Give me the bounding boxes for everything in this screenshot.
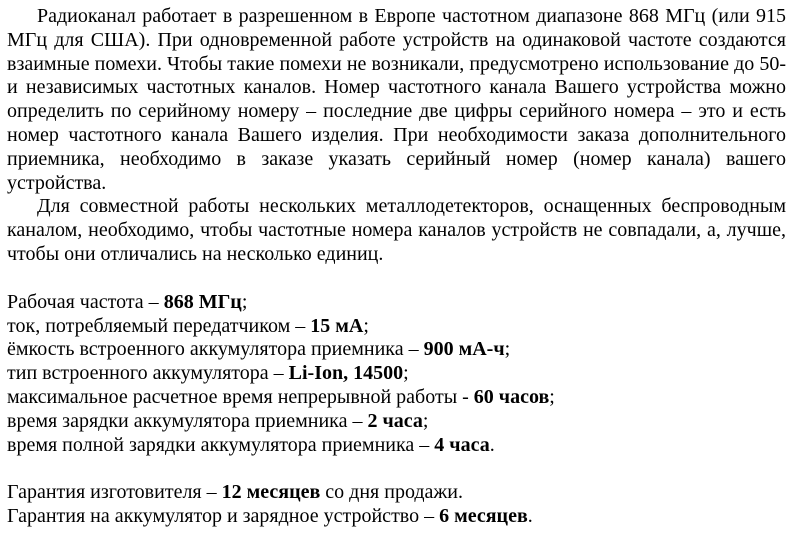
warranty-section xyxy=(7,481,786,529)
warranty-value: 12 месяцев xyxy=(221,481,321,504)
spec-label: ёмкость встроенного аккумулятора приемника – xyxy=(7,338,424,361)
spec-suffix: ; xyxy=(363,314,369,337)
spec-label: максимальное расчетное время непрерывной работы - xyxy=(7,385,474,408)
spec-line-battery-type xyxy=(7,362,786,386)
warranty-label: Гарантия на аккумулятор и зарядное устройство – xyxy=(7,505,440,528)
spec-suffix: ; xyxy=(241,290,248,313)
warranty-line-manufacturer xyxy=(7,481,786,505)
spec-label: Рабочая частота – xyxy=(7,290,164,313)
spec-line-max-runtime xyxy=(7,386,786,410)
spec-value: Li-Ion, 14500 xyxy=(288,362,404,385)
spec-line-frequency xyxy=(7,291,786,315)
spec-value: 15 мА xyxy=(310,314,364,337)
spec-label: время зарядки аккумулятора приемника – xyxy=(7,409,368,432)
spec-suffix: . xyxy=(489,433,495,456)
paragraph-joint-operation: Для совместной работы нескольких металлодетекторов, оснащенных беспроводным каналом, необходимо, чтобы частотные номера каналов устройств не совпадали, а, лучше, чтобы они отличались на несколько единиц. xyxy=(7,195,786,265)
spec-suffix: ; xyxy=(549,385,555,408)
spec-label: ток, потребляемый передатчиком – xyxy=(7,314,311,337)
spec-value: 868 МГц xyxy=(163,290,242,313)
spec-value: 4 часа xyxy=(434,433,490,456)
spec-value: 60 часов xyxy=(473,385,550,408)
warranty-line-battery-charger xyxy=(7,505,786,529)
spec-value: 2 часа xyxy=(367,409,423,432)
spec-label: тип встроенного аккумулятора – xyxy=(7,362,289,385)
warranty-suffix: . xyxy=(527,505,533,528)
spec-value: 900 мА-ч xyxy=(423,338,505,361)
spec-suffix: ; xyxy=(403,362,409,385)
spec-suffix: ; xyxy=(422,409,429,432)
spec-suffix: ; xyxy=(504,338,511,361)
spec-line-transmitter-current xyxy=(7,315,786,339)
spec-line-charge-time xyxy=(7,410,786,434)
spec-label: время полной зарядки аккумулятора приемника – xyxy=(7,433,435,456)
warranty-label: Гарантия изготовителя – xyxy=(7,481,222,504)
warranty-value: 6 месяцев xyxy=(439,505,528,528)
paragraph-radio-channel: Радиоканал работает в разрешенном в Европе частотном диапазоне 868 МГц (или 915 МГц для США). При одновременной работе устройств на одинаковой частоте создаются взаимные помехи. Чтобы такие помехи не возникали, предусмотрено использование до 50-и независимых частотных каналов. Номер частотного канала Вашего устройства можно определить по серийному номеру – последние две цифры серийного номера – это и есть номер частотного канала Вашего изделия. При необходимости заказа дополнительного приемника, необходимо в заказе указать серийный номер (номер канала) вашего устройства. xyxy=(7,5,786,194)
spec-line-battery-capacity xyxy=(7,338,786,362)
warranty-suffix: со дня продажи. xyxy=(320,481,463,504)
spec-line-full-charge-time xyxy=(7,434,786,458)
spec-list xyxy=(7,291,786,458)
